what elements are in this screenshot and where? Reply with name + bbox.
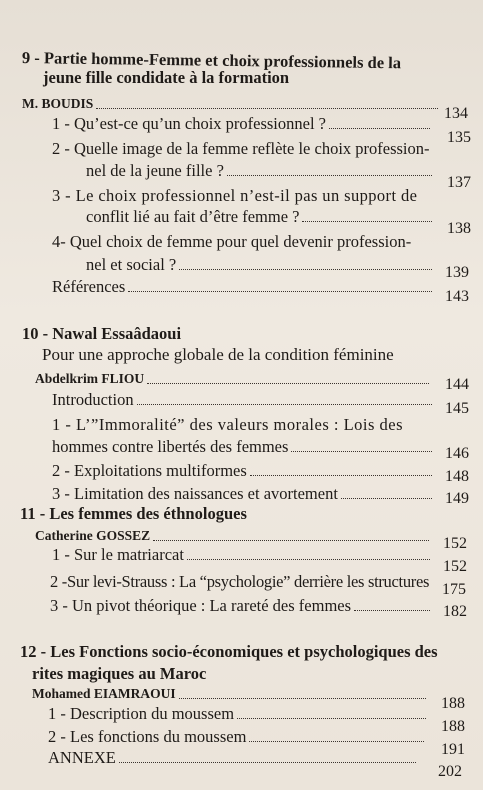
toc-entry-text: ANNEXE <box>48 748 116 767</box>
toc-entry-text: 2 -Sur levi-Strauss : La “psychologie” derrière les structures <box>50 572 430 591</box>
dot-leader <box>237 718 426 719</box>
toc-entry-text: 1 - Qu’est-ce qu’un choix professionnel ? <box>52 114 326 133</box>
page-number: 182 <box>443 603 467 620</box>
page-number: 138 <box>447 220 471 237</box>
dot-leader <box>187 559 430 560</box>
toc-entry <box>52 461 436 481</box>
section-9-author: M. BOUDIS <box>22 96 94 111</box>
section-10-title: 10 - Nawal Essaâdaoui <box>22 324 182 343</box>
dot-leader <box>329 128 430 129</box>
page-number: 149 <box>445 490 469 507</box>
page-number: 145 <box>445 400 469 417</box>
toc-entry <box>48 748 420 768</box>
toc-entry-text: 3 - Le choix professionnel n’est-il pas un support de <box>52 186 418 205</box>
section-10-author: Abdelkrim FLIOU <box>35 371 145 386</box>
dot-leader <box>153 540 429 541</box>
section-12-title-line2: rites magiques au Maroc <box>32 664 207 683</box>
toc-entry <box>50 596 434 616</box>
toc-entry <box>52 114 434 134</box>
section-9-title-line2: jeune fille condidate à la formation <box>43 68 290 87</box>
toc-entry <box>52 390 436 410</box>
toc-entry <box>48 704 430 724</box>
page-number: 152 <box>443 558 467 575</box>
page-number: 152 <box>443 535 467 552</box>
toc-entry-text: nel de la jeune fille ? <box>86 161 224 180</box>
toc-entry <box>86 255 436 275</box>
page-number: 175 <box>442 581 466 598</box>
toc-entry-text: 2 - Exploitations multiformes <box>52 461 247 480</box>
dot-leader <box>128 291 432 292</box>
dot-leader <box>354 610 430 611</box>
dot-leader <box>119 762 416 763</box>
page-number: 188 <box>441 695 465 712</box>
page-number: 191 <box>441 741 465 758</box>
section-11-author: Catherine GOSSEZ <box>35 528 151 543</box>
dot-leader <box>179 698 426 699</box>
toc-entry-text: Introduction <box>52 390 134 409</box>
toc-entry-text: 3 - Un pivot théorique : La rareté des femmes <box>50 596 352 615</box>
page-number: 188 <box>441 718 465 735</box>
page-number: 135 <box>447 129 471 146</box>
page-number: 137 <box>447 174 471 191</box>
toc-entry <box>86 207 436 227</box>
dot-leader <box>291 451 432 452</box>
toc-entry <box>52 437 436 457</box>
dot-leader <box>341 498 432 499</box>
toc-entry-text: 1 - Sur le matriarcat <box>52 545 184 564</box>
section-9-author-entry <box>22 94 442 114</box>
dot-leader <box>137 404 432 405</box>
dot-leader <box>147 383 429 384</box>
dot-leader <box>250 475 432 476</box>
page-number: 146 <box>445 445 469 462</box>
section-12-title-line1: 12 - Les Fonctions socio-économiques et psychologiques des <box>20 642 438 661</box>
toc-entry <box>48 727 428 747</box>
section-10-author-entry <box>35 369 433 389</box>
toc-entry-text: 2 - Les fonctions du moussem <box>48 727 247 746</box>
section-9-title-line1: 9 - Partie homme-Femme et choix professionnels de la <box>21 48 402 73</box>
toc-entry <box>52 484 436 504</box>
page-number: 148 <box>445 468 469 485</box>
section-12-author-entry <box>32 684 430 704</box>
toc-entry-text: hommes contre libertés des femmes <box>52 437 289 456</box>
page-number: 139 <box>445 264 469 281</box>
section-10-subtitle: Pour une approche globale de la condition féminine <box>42 345 394 364</box>
dot-leader <box>179 269 432 270</box>
dot-leader <box>96 108 438 109</box>
dot-leader <box>302 221 432 222</box>
page-number: 144 <box>445 376 469 393</box>
toc-entry-text: nel et social ? <box>86 255 177 274</box>
toc-entry-text: 4- Quel choix de femme pour quel devenir profession- <box>52 232 412 251</box>
toc-entry <box>52 545 434 565</box>
dot-leader <box>249 741 424 742</box>
page-number: 143 <box>445 288 469 305</box>
toc-entry <box>52 277 436 297</box>
page-number: 202 <box>438 763 462 780</box>
page-number: 134 <box>444 105 468 122</box>
toc-entry-text: 3 - Limitation des naissances et avortement <box>52 484 338 503</box>
toc-entry-text: 1 - L’”Immoralité” des valeurs morales : Lois des <box>52 415 404 434</box>
dot-leader <box>227 175 432 176</box>
toc-entry-text: 2 - Quelle image de la femme reflète le choix profession- <box>52 139 430 158</box>
section-11-title: 11 - Les femmes des éthnologues <box>20 504 247 523</box>
toc-entry-text: 1 - Description du moussem <box>48 704 235 723</box>
section-12-author: Mohamed EIAMRAOUI <box>32 686 176 701</box>
toc-entry <box>50 572 434 592</box>
toc-entry <box>86 161 436 181</box>
toc-entry-text: Références <box>52 277 126 296</box>
section-11-author-entry <box>35 526 433 546</box>
toc-entry-text: conflit lié au fait d’être femme ? <box>86 207 300 226</box>
